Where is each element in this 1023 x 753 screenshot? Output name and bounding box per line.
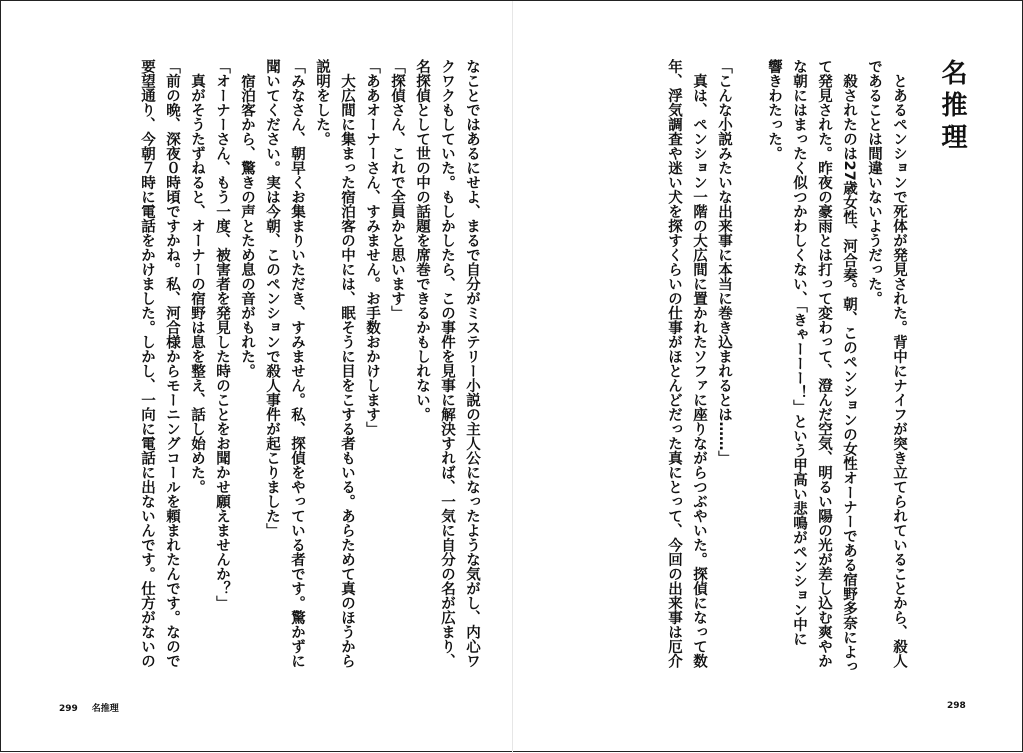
gutter-divider (512, 1, 513, 753)
text-line: 「みなさん、朝早くお集まりいただき、すみません。私、探偵をやっている者です。驚かずに (289, 59, 305, 668)
text-line: 「ああオーナーさん、すみません。お手数おかけします」 (364, 59, 380, 436)
text-line: 年、浮気調査や迷い犬を探すくらいの仕事がほとんどだった真にとって、今回の出来事は厄介 (666, 59, 682, 668)
text-line: なことではあるにせよ、まるで自分がミステリー小説の主人公になったような気がし、内心ワ (464, 59, 480, 668)
text-line: 響きわたった。 (766, 59, 782, 161)
text-line: な朝にはまったく似つかわしくない、「きゃーーー！」という甲高い悲鳴がペンション中に (791, 59, 807, 647)
text-line (736, 59, 761, 699)
running-head: 名推理 (91, 704, 119, 714)
page-number-left: 299 (59, 704, 78, 714)
text-line: とあるペンションで死体が発見された。背中にナイフが突き立てられていることから、殺人 (891, 59, 907, 668)
body-text-right-page (581, 59, 911, 699)
page-number-right: 298 (947, 701, 966, 711)
text-line: 「こんな小説みたいな出来事に本当に巻き込まれるとは……」 (716, 59, 732, 465)
text-line: 説明をした。 (314, 59, 330, 146)
text-line: 真は、ペンション一階の大広間に置かれたソファに座りながらつぶやいた。探偵になって数 (691, 59, 707, 668)
text-line: 「オーナーさん、もう一度、被害者を発見した時のことをお聞かせ願えませんか？」 (214, 59, 230, 610)
text-line: 「探偵さん、これで全員かと思います」 (389, 59, 405, 320)
text-line: 真がそうたずねると、オーナーの宿野は息を整え、話し始めた。 (189, 59, 205, 494)
text-line: 大広間に集まった宿泊客の中には、眠そうに目をこする者もいる。あらためて真のほうから (339, 59, 355, 668)
text-line: 「前の晩、深夜０時頃ですかね。私、河合様からモーニングコールを頼まれたんです。なので (164, 59, 180, 668)
text-line: 殺されたのは27歳女性、河合奏。朝、このペンションの女性オーナーである宿野多奈によっ (841, 59, 857, 674)
page-footer-left (59, 701, 119, 714)
text-line: 名探偵として世の中の話題を席巻できるかもしれない。 (414, 59, 430, 422)
text-line: て発見された。昨夜の豪雨とは打って変わって、澄んだ空気、明るい陽の光が差し込む爽やか (816, 59, 832, 668)
chapter-title: 名推理 (937, 59, 967, 155)
text-line: 聞いてください。実は今朝、このペンションで殺人事件が起こりました」 (264, 59, 280, 538)
body-text-left-page (59, 59, 484, 699)
text-line: 要望通り、今朝７時に電話をかけました。しかし、一向に電話に出ないんです。仕方がないの (139, 59, 155, 668)
text-line: クワクもしていた。もしかしたら、この事件を見事に解決すれば、一気に自分の名が広まり、 (439, 59, 455, 668)
text-line: であることは間違いないようだった。 (866, 59, 882, 306)
text-line: 宿泊客から、驚きの声とため息の音がもれた。 (239, 59, 255, 378)
